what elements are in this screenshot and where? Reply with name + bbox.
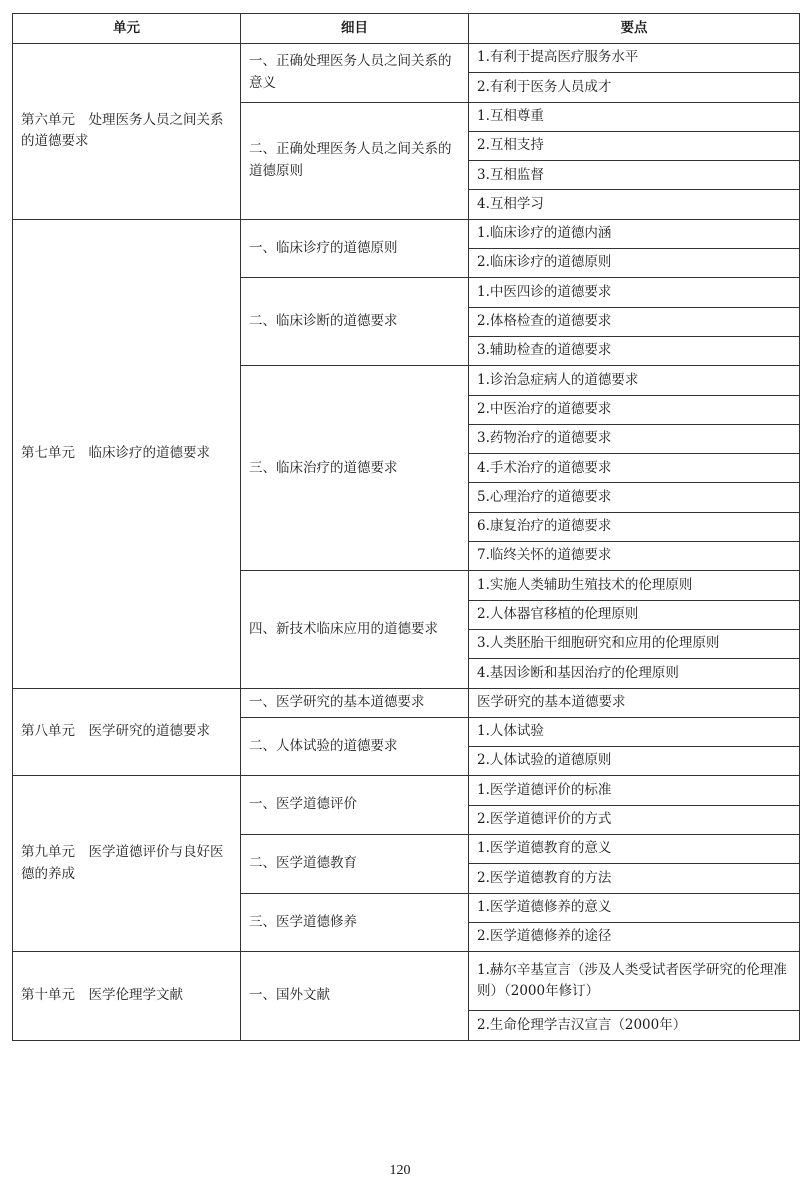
point-cell: 2.生命伦理学吉汉宣言（2000年） bbox=[469, 1011, 800, 1040]
unit-cell: 第六单元 处理医务人员之间关系的道德要求 bbox=[13, 44, 241, 220]
unit-cell: 第八单元 医学研究的道德要求 bbox=[13, 688, 241, 776]
table-row bbox=[13, 952, 800, 1011]
detail-cell: 三、医学道德修养 bbox=[241, 893, 469, 952]
detail-cell: 一、医学研究的基本道德要求 bbox=[241, 688, 469, 717]
point-cell: 2.中医治疗的道德要求 bbox=[469, 395, 800, 424]
syllabus-table bbox=[12, 13, 800, 1041]
point-cell: 2.人体器官移植的伦理原则 bbox=[469, 600, 800, 629]
detail-cell: 二、人体试验的道德要求 bbox=[241, 717, 469, 776]
point-cell: 2.互相支持 bbox=[469, 131, 800, 160]
point-cell: 3.人类胚胎干细胞研究和应用的伦理原则 bbox=[469, 629, 800, 658]
point-cell: 2.临床诊疗的道德原则 bbox=[469, 249, 800, 278]
table-row bbox=[13, 688, 800, 717]
point-cell: 7.临终关怀的道德要求 bbox=[469, 542, 800, 571]
detail-cell: 二、医学道德教育 bbox=[241, 835, 469, 894]
point-cell: 医学研究的基本道德要求 bbox=[469, 688, 800, 717]
point-cell: 5.心理治疗的道德要求 bbox=[469, 483, 800, 512]
table-body bbox=[13, 44, 800, 1041]
point-cell: 3.辅助检查的道德要求 bbox=[469, 336, 800, 365]
point-cell: 1.有利于提高医疗服务水平 bbox=[469, 44, 800, 73]
point-cell: 1.中医四诊的道德要求 bbox=[469, 278, 800, 307]
point-cell: 1.人体试验 bbox=[469, 717, 800, 746]
unit-cell: 第七单元 临床诊疗的道德要求 bbox=[13, 219, 241, 688]
point-cell: 1.诊治急症病人的道德要求 bbox=[469, 366, 800, 395]
point-cell: 4.基因诊断和基因治疗的伦理原则 bbox=[469, 659, 800, 688]
detail-cell: 四、新技术临床应用的道德要求 bbox=[241, 571, 469, 688]
point-cell: 3.互相监督 bbox=[469, 161, 800, 190]
point-cell: 4.互相学习 bbox=[469, 190, 800, 219]
point-cell: 1.赫尔辛基宣言（涉及人类受试者医学研究的伦理准则）（2000年修订） bbox=[469, 952, 800, 1011]
unit-cell: 第九单元 医学道德评价与良好医德的养成 bbox=[13, 776, 241, 952]
detail-cell: 二、临床诊断的道德要求 bbox=[241, 278, 469, 366]
point-cell: 2.有利于医务人员成才 bbox=[469, 73, 800, 102]
detail-cell: 一、医学道德评价 bbox=[241, 776, 469, 835]
table-row bbox=[13, 44, 800, 73]
point-cell: 2.医学道德教育的方法 bbox=[469, 864, 800, 893]
point-cell: 1.医学道德教育的意义 bbox=[469, 835, 800, 864]
point-cell: 1.互相尊重 bbox=[469, 102, 800, 131]
page-number: 120 bbox=[389, 1163, 411, 1178]
detail-cell: 一、国外文献 bbox=[241, 952, 469, 1040]
table-header-row bbox=[13, 14, 800, 44]
point-cell: 1.实施人类辅助生殖技术的伦理原则 bbox=[469, 571, 800, 600]
point-cell: 1.医学道德修养的意义 bbox=[469, 893, 800, 922]
table-row bbox=[13, 219, 800, 248]
detail-cell: 二、正确处理医务人员之间关系的道德原则 bbox=[241, 102, 469, 219]
point-cell: 4.手术治疗的道德要求 bbox=[469, 454, 800, 483]
header-detail: 细目 bbox=[241, 14, 469, 44]
point-cell: 1.临床诊疗的道德内涵 bbox=[469, 219, 800, 248]
unit-cell: 第十单元 医学伦理学文献 bbox=[13, 952, 241, 1040]
point-cell: 2.人体试验的道德原则 bbox=[469, 747, 800, 776]
point-cell: 2.医学道德修养的途径 bbox=[469, 922, 800, 951]
header-point: 要点 bbox=[469, 14, 800, 44]
point-cell: 6.康复治疗的道德要求 bbox=[469, 512, 800, 541]
point-cell: 3.药物治疗的道德要求 bbox=[469, 424, 800, 453]
detail-cell: 一、正确处理医务人员之间关系的意义 bbox=[241, 44, 469, 103]
detail-cell: 三、临床治疗的道德要求 bbox=[241, 366, 469, 571]
detail-cell: 一、临床诊疗的道德原则 bbox=[241, 219, 469, 278]
point-cell: 2.医学道德评价的方式 bbox=[469, 805, 800, 834]
point-cell: 1.医学道德评价的标准 bbox=[469, 776, 800, 805]
header-unit: 单元 bbox=[13, 14, 241, 44]
point-cell: 2.体格检查的道德要求 bbox=[469, 307, 800, 336]
table-row bbox=[13, 776, 800, 805]
